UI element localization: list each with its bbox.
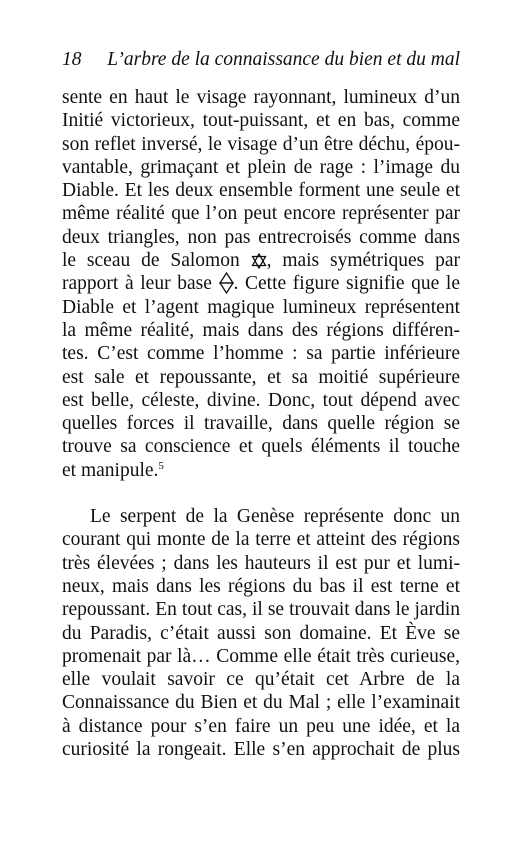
text-line: la même réalité, mais dans des régions différen- <box>62 319 460 341</box>
body-text <box>62 86 460 761</box>
page-header <box>62 46 460 74</box>
running-title: L’arbre de la connaissance du bien et du mal <box>107 49 460 70</box>
text-line-with-triangles <box>62 272 460 295</box>
text-line: quelles forces il travaille, dans quelle région se <box>62 413 460 435</box>
text-line: neux, mais dans les régions du bas il est terne et <box>62 575 460 597</box>
seal-of-solomon-icon <box>251 253 267 269</box>
text-line: du Paradis, c’était aussi son domaine. Et Ève se <box>62 622 460 644</box>
text-line: sente en haut le visage rayonnant, lumineux d’un <box>62 87 460 108</box>
text-line: son reflet inversé, le visage d’un être déchu, épou- <box>62 133 460 155</box>
page-number: 18 <box>62 49 82 70</box>
text-line: Diable. Et les deux ensemble forment une seule et <box>62 180 460 202</box>
text-line: curiosité la rongeait. Elle s’en approchait de plus <box>62 739 460 761</box>
text-line: est belle, céleste, divine. Donc, tout dépend avec <box>62 389 460 411</box>
text-line: est sale et repoussante, et sa moitié supérieure <box>62 366 460 388</box>
paragraph-1 <box>62 86 460 482</box>
text-line: elle voulait savoir ce qu’était cet Arbre de la <box>62 669 460 691</box>
symmetric-triangles-icon <box>219 272 234 294</box>
text-segment: et manipule. <box>62 459 159 481</box>
text-segment: rapport à leur base <box>62 273 212 295</box>
paragraph-gap <box>62 482 460 505</box>
text-line: à distance pour s’en faire un peu une idée, et la <box>62 715 460 737</box>
text-segment: . Cette figure signifie que le <box>233 273 460 295</box>
text-line: trouve sa conscience et quels éléments il touche <box>62 436 460 458</box>
text-line: Diable et l’agent magique lumineux représentent <box>62 296 460 318</box>
text-line-indented: Le serpent de la Genèse représente donc un <box>90 506 460 528</box>
text-segment: , mais symétriques par <box>266 250 460 272</box>
text-line-last <box>62 459 460 482</box>
text-line: tes. C’est comme l’homme : sa partie inférieure <box>62 343 460 365</box>
text-line: promenait par là… Comme elle était très curieuse, <box>62 645 460 667</box>
text-line: vantable, grimaçant et plein de rage : l’image du <box>62 156 460 178</box>
text-line: même réalité que l’on peut encore représenter par <box>62 203 460 225</box>
text-line: Initié victorieux, tout-puissant, et en bas, comme <box>62 110 460 132</box>
text-line-with-seal <box>62 249 460 272</box>
paragraph-2 <box>62 505 460 761</box>
text-line: courant qui monte de la terre et atteint des régions <box>62 529 460 551</box>
text-line: Connaissance du Bien et du Mal ; elle l’examinait <box>62 692 460 714</box>
text-line: deux triangles, non pas entrecroisés comme dans <box>62 226 460 248</box>
text-line: très élevées ; dans les hauteurs il est pur et lumi- <box>62 552 460 574</box>
footnote-reference[interactable]: 5 <box>158 459 164 472</box>
text-segment: le sceau de Salomon <box>62 250 240 272</box>
text-line: repoussant. En tout cas, il se trouvait dans le jardin <box>62 599 460 621</box>
